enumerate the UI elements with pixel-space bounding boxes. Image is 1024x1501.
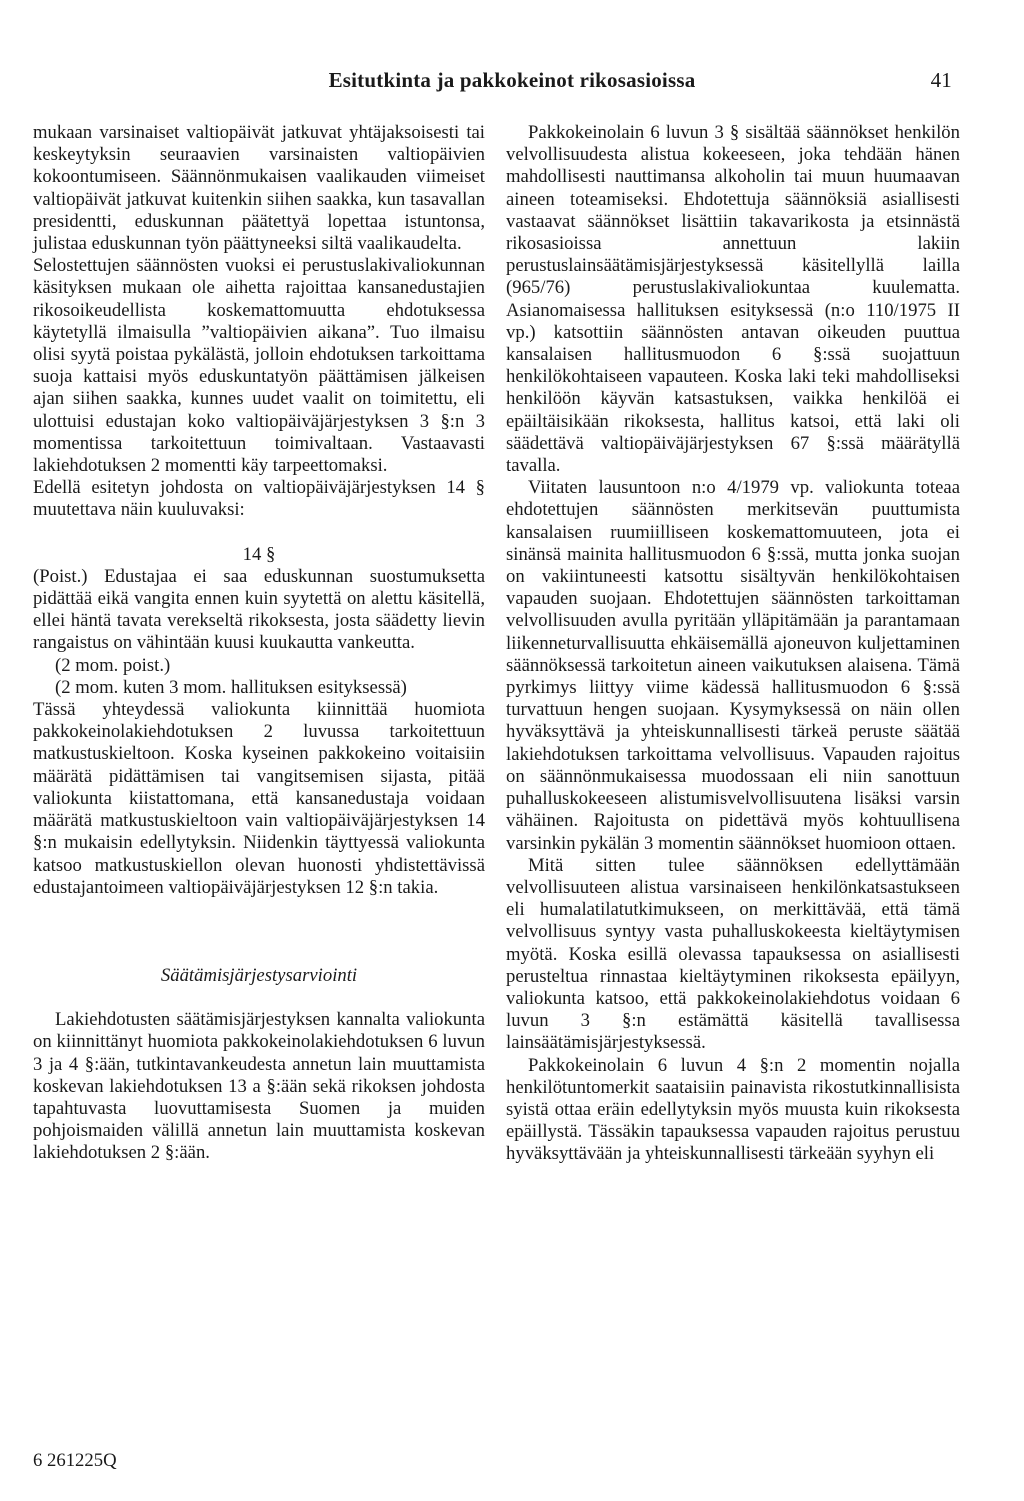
- paragraph: (2 mom. poist.): [55, 654, 171, 676]
- section-number: 14 §: [242, 543, 276, 565]
- section-heading: Säätämisjärjestysarviointi: [160, 964, 358, 986]
- page-header: [0, 68, 1024, 98]
- paragraph: mukaan varsinaiset valtiopäivät jatkuvat yhtäjaksoisesti tai keskeytyksin seuraavien varsinaisten valtiopäivien kokoontumiseen. Säännönmukaisen vaalikauden viimeiset valtiopäivät jatkuvat kuitenkin siihen saakka, kun tasavallan presidentti, eduskunnan päätettyä lopettaa istuntonsa, julistaa eduskunnan työn päättyneeksi siltä vaalikaudelta.: [33, 122, 485, 255]
- spacer: [33, 899, 485, 921]
- spacer: [33, 987, 485, 1009]
- paragraph: Selostettujen säännösten vuoksi ei perustuslakivaliokunnan käsityksen mukaan ole aihetta rajoittaa kansanedustajien rikosoikeudellista koskemattomuutta ehdotuksessa käytetyllä ilmaisulla ”valtiopäivien aikana”. Tuo ilmaisu olisi syytä poistaa pykälästä, jolloin ehdotuksen tarkoittama suoja kattaisi myös eduskuntatyön päättämisen jälkeisen ajan siihen saakka, kunnes uudet vaalit on toimitettu, eli ulottuisi edustajan koko valtiopäiväjärjestyksen 3 §:n 3 momentissa tarkoitettuun toimivaltaan. Vastaavasti lakiehdotuksen 2 momentti käy tarpeettomaksi.: [33, 255, 485, 477]
- paragraph: Lakiehdotusten säätämisjärjestyksen kannalta valiokunta on kiinnittänyt huomiota pakkokeinolakiehdotuksen 6 luvun 3 ja 4 §:ään, tutkintavankeudesta annetun lain muuttamista koskevan lakiehdotuksen 13 a §:ään sekä rikoksen johdosta tapahtuvasta luovuttamisesta Suomen ja muiden pohjoismaiden välillä annetun lain muuttamista koskevan lakiehdotuksen 2 §:ään.: [33, 1009, 485, 1164]
- running-title: Esitutkinta ja pakkokeinot rikosasioissa: [328, 68, 696, 92]
- left-column: [33, 122, 485, 1165]
- paragraph: (Poist.) Edustajaa ei saa eduskunnan suostumuksetta pidättää eikä vangita ennen kuin syytettä on alettu käsitellä, ellei häntä tavata verekseltä rikoksesta, josta säädetty lievin rangaistus on vähintään kuusi kuukautta vankeutta.: [33, 565, 485, 654]
- spacer: [33, 522, 485, 544]
- paragraph: Viitaten lausuntoon n:o 4/1979 vp. valiokunta toteaa ehdotettujen säännösten merkitsevän puuttumista kansalaisen ruumiilliseen koskemattomuuteen, jota ei sinänsä mainita hallitusmuodon 6 §:ssä, mutta jonka suojan on vakiintuneesti katsottu sisältyvän henkilökohtaisen vapauden suojaan. Ehdotettujen säännösten tarkoittaman velvollisuuden avulla pyritään ylläpitämään ja parantamaan liikenneturvallisuutta ehkäisemällä ajoneuvon kuljettaminen säännöksessä tarkoitetun aineen vaikutuksen alaisena. Tämä pyrkimys liittyy viime kädessä hallitusmuodon 6 §:ssä turvattuun hengen suojaan. Kysymyksessä on näin ollen hyväksyttävä ja yhteiskunnallisesti tärkeä peruste säätää lakiehdotuksen tarkoittama velvollisuus. Vapauden rajoitus on säännönmukaisessa muodossaan eli niin sanottuun puhalluskokeeseen alistumisvelvollisuutena lisäksi varsin vähäinen. Rajoitusta on pidettävä myös kohtuullisena varsinkin pykälän 3 momentin säännökset huomioon ottaen.: [506, 477, 960, 854]
- paragraph: Edellä esitetyn johdosta on valtiopäiväjärjestyksen 14 § muutettava näin kuuluvaksi:: [33, 477, 485, 521]
- page-number: 41: [930, 68, 952, 92]
- paragraph: Pakkokeinolain 6 luvun 3 § sisältää säännökset henkilön velvollisuudesta alistua kokeeseen, joka tehdään hänen mahdollisesti nauttimansa alkoholin tai muun huumaavan aineen toteamiseksi. Ehdotettuja säännöksiä asiallisesti vastaavat säännökset lisättiin takavarikosta ja etsinnästä rikosasioissa annettuun lakiin perustuslainsäätämisjärjestyksessä käsitellyllä lailla (965/76) perustuslakivaliokuntaa kuulematta. Asianomaisessa hallituksen esityksessä (n:o 110/1975 II vp.) katsottiin säännösten antavan oikeuden puuttua kansalaisen hallitusmuodon 6 §:ssä suojattuun henkilökohtaiseen vapauteen. Koska laki teki mahdolliseksi henkilöön käyvän katsastuksen, vaikka henkilöä ei epäiltäisikään rikoksesta, hallitus katsoi, että laki oli säädettävä valtiopäiväjärjestyksen 67 §:ssä määrätyllä tavalla.: [506, 122, 960, 477]
- paragraph: Tässä yhteydessä valiokunta kiinnittää huomiota pakkokeinolakiehdotuksen 2 luvussa tarkoitettuun matkustuskieltoon. Koska kyseinen pakkokeino voitaisiin määrätä pidättämisen tai vangitsemisen sijasta, pitää valiokunta kiistattomana, että kansanedustaja voidaan määrätä matkustuskieltoon vain valtiopäiväjärjestyksen 14 §:n mukaisin edellytyksin. Niidenkin täyttyessä valiokunta katsoo matkustuskiellon olevan huonosti yhdistettävissä edustajantoimeen valtiopäiväjärjestyksen 12 §:n takia.: [33, 699, 485, 898]
- paragraph: Pakkokeinolain 6 luvun 4 §:n 2 momentin nojalla henkilötuntomerkit saataisiin painavista rikostutkinnallisista syistä ottaa eräin edellytyksin myös muusta kuin rikoksesta epäillystä. Tässäkin tapauksessa vapauden rajoitus perustuu hyväksyttävään ja yhteiskunnallisesti tärkeään syyhyn eli: [506, 1054, 960, 1165]
- right-column: [506, 122, 960, 1166]
- printer-code: 6 261225Q: [33, 1450, 117, 1471]
- spacer: [33, 921, 485, 943]
- paragraph: Mitä sitten tulee säännöksen edellyttämään velvollisuuteen alistua varsinaiseen henkilönkatsastukseen eli humalatilatutkimukseen, on merkittävää, että tämä velvollisuus syntyy vasta puhalluskokeesta kieltäytymisen myötä. Koska esillä olevassa tapauksessa on asiallisesti perusteltua rinnastaa kieltäytyminen rikoksesta epäilyyn, valiokunta katsoo, että pakkokeinolakiehdotus voidaan 6 luvun 3 §:n estämättä käsitellä tavallisessa lainsäätämisjärjestyksessä.: [506, 854, 960, 1054]
- spacer: [33, 943, 485, 965]
- paragraph: (2 mom. kuten 3 mom. hallituksen esityksessä): [55, 676, 407, 698]
